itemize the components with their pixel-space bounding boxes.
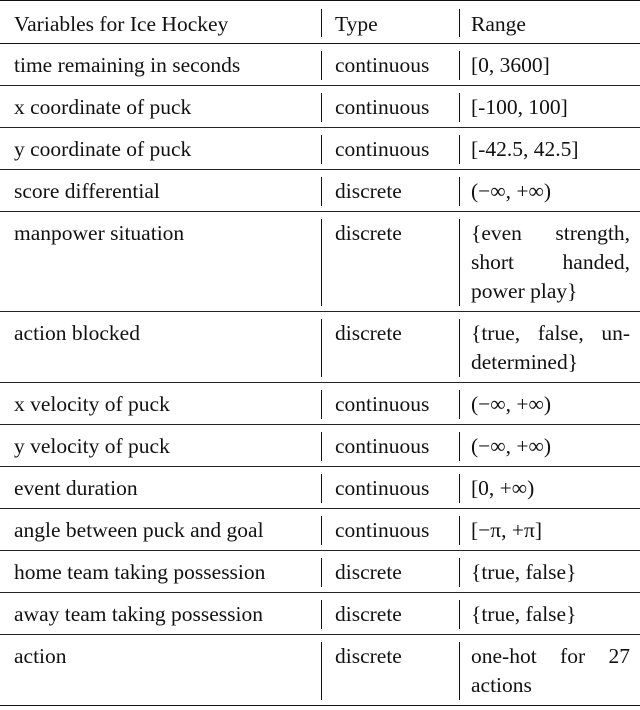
type-cell: discrete [321, 551, 459, 593]
type-cell: continuous [321, 86, 459, 128]
variable-cell: event duration [0, 467, 321, 509]
type-cell: discrete [321, 170, 459, 212]
type-cell: continuous [321, 509, 459, 551]
type-cell: continuous [321, 383, 459, 425]
variable-cell: action blocked [0, 312, 321, 383]
type-cell: discrete [321, 312, 459, 383]
table-row [0, 593, 640, 635]
variable-cell: manpower situation [0, 212, 321, 312]
table-row [0, 551, 640, 593]
type-cell: discrete [321, 635, 459, 706]
range-cell: one-hot for 27 actions [459, 635, 640, 706]
table-row [0, 312, 640, 383]
variable-cell: score differential [0, 170, 321, 212]
table-row [0, 44, 640, 86]
type-cell: discrete [321, 212, 459, 312]
range-cell: (−∞, +∞) [459, 170, 640, 212]
variable-cell: x coordinate of puck [0, 86, 321, 128]
type-cell: discrete [321, 593, 459, 635]
range-cell: {true, false} [459, 551, 640, 593]
variable-cell: y coordinate of puck [0, 128, 321, 170]
variable-cell: away team taking possession [0, 593, 321, 635]
range-cell: [0, 3600] [459, 44, 640, 86]
header-type: Type [321, 1, 459, 44]
variable-cell: action [0, 635, 321, 706]
type-cell: continuous [321, 128, 459, 170]
table-row [0, 467, 640, 509]
range-cell: {true, false} [459, 593, 640, 635]
range-cell: [-100, 100] [459, 86, 640, 128]
range-cell: (−∞, +∞) [459, 425, 640, 467]
table-row [0, 170, 640, 212]
type-cell: continuous [321, 467, 459, 509]
type-cell: continuous [321, 425, 459, 467]
type-cell: continuous [321, 44, 459, 86]
table-row [0, 635, 640, 706]
table-header-row [0, 1, 640, 44]
range-cell: [-42.5, 42.5] [459, 128, 640, 170]
table-row [0, 425, 640, 467]
table-row [0, 128, 640, 170]
range-cell: {even strength, short handed, power play} [459, 212, 640, 312]
variable-cell: home team taking possession [0, 551, 321, 593]
variable-cell: angle between puck and goal [0, 509, 321, 551]
range-cell: (−∞, +∞) [459, 383, 640, 425]
variable-cell: x velocity of puck [0, 383, 321, 425]
range-cell: {true, false, un-determined} [459, 312, 640, 383]
variable-cell: time remaining in seconds [0, 44, 321, 86]
range-cell: [0, +∞) [459, 467, 640, 509]
header-range: Range [459, 1, 640, 44]
table-row [0, 212, 640, 312]
table-row [0, 86, 640, 128]
table-row [0, 383, 640, 425]
header-variables: Variables for Ice Hockey [0, 1, 321, 44]
range-cell: [−π, +π] [459, 509, 640, 551]
table-row [0, 509, 640, 551]
variable-cell: y velocity of puck [0, 425, 321, 467]
